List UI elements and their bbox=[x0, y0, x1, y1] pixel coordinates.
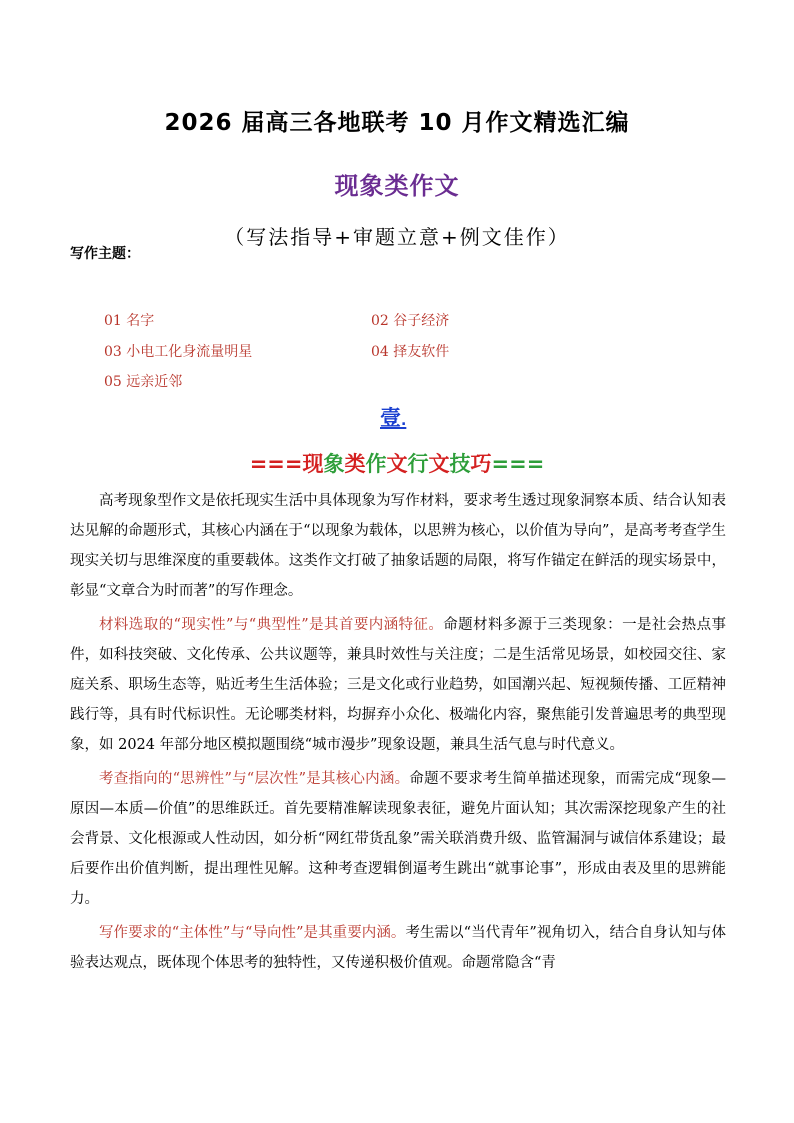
document-body bbox=[70, 486, 726, 982]
paragraph-text: 考生需以“当代青年”视角切入，结合自身认知与体验表达观点，既体现个体思考的独特性，又传递积极价值观。命题常隐含“青 bbox=[70, 925, 726, 971]
topic-item: 02 谷子经济 bbox=[371, 313, 450, 329]
topic-item: 04 择友软件 bbox=[371, 344, 450, 360]
document-title: 2026 届高三各地联考 10 月作文精选汇编 bbox=[164, 110, 630, 136]
section-title-char: === bbox=[249, 452, 303, 476]
body-paragraph bbox=[70, 918, 726, 978]
section-title-char: 技 bbox=[449, 452, 471, 476]
topics-label: 写作主题： bbox=[70, 246, 140, 262]
section-title-char: 现 bbox=[302, 452, 324, 476]
body-paragraph bbox=[70, 486, 726, 606]
section-title-char: 象 bbox=[323, 452, 345, 476]
section-title-char: 行 bbox=[407, 452, 429, 476]
topic-item: 01 名字 bbox=[104, 313, 155, 329]
section-title-char: === bbox=[491, 452, 545, 476]
document-sub-subtitle: （写法指导+审题立意+例文佳作） bbox=[224, 225, 570, 249]
section-number-text: 壹 bbox=[380, 406, 401, 430]
topic-item: 03 小电工化身流量明星 bbox=[104, 344, 253, 360]
section-title bbox=[0, 448, 794, 478]
section-number bbox=[380, 402, 406, 432]
section-title-char: 巧 bbox=[470, 452, 492, 476]
section-title-char: 文 bbox=[428, 452, 450, 476]
section-title-char: 文 bbox=[386, 452, 408, 476]
paragraph-lead: 写作要求的“主体性”与“导向性”是其重要内涵。 bbox=[99, 925, 406, 941]
paragraph-lead: 材料选取的“现实性”与“典型性”是其首要内涵特征。 bbox=[99, 617, 444, 633]
paragraph-text: 命题不要求考生简单描述现象，而需完成“现象—原因—本质—价值”的思维跃迁。首先要精准解读现象表征，避免片面认知；其次需深挖现象产生的社会背景、文化根源或人性动因，如分析“网红带货乱象”需关联消费升级、监管漏洞与诚信体系建设；最后要作出价值判断，提出理性见解。这种考查逻辑倒逼考生跳出“就事论事”，形成由表及里的思辨能力。 bbox=[70, 771, 726, 907]
section-title-char: 作 bbox=[365, 452, 387, 476]
section-number-dot: . bbox=[401, 413, 407, 429]
paragraph-lead: 考查指向的“思辨性”与“层次性”是其核心内涵。 bbox=[99, 771, 410, 787]
paragraph-text: 命题材料多源于三类现象：一是社会热点事件，如科技突破、文化传承、公共议题等，兼具时效性与关注度；二是生活常见场景，如校园交往、家庭关系、职场生态等，贴近考生生活体验；三是文化或行业趋势，如国潮兴起、短视频传播、工匠精神践行等，具有时代标识性。无论哪类材料，均摒弃小众化、极端化内容，聚焦能引发普遍思考的典型现象，如 2024 年部分地区模拟题围绕“城市漫步”现象设题，兼具生活气息与时代意义。 bbox=[70, 617, 726, 753]
body-paragraph bbox=[70, 764, 726, 914]
body-paragraph bbox=[70, 610, 726, 760]
document-subtitle: 现象类作文 bbox=[334, 172, 460, 200]
topic-item: 05 远亲近邻 bbox=[104, 374, 183, 390]
paragraph-text: 高考现象型作文是依托现实生活中具体现象为写作材料，要求考生透过现象洞察本质、结合认知表达见解的命题形式，其核心内涵在于“以现象为载体，以思辨为核心，以价值为导向”，是高考考查学生现实关切与思维深度的重要载体。这类作文打破了抽象话题的局限，将写作锚定在鲜活的现实场景中，彰显“文章合为时而著”的写作理念。 bbox=[70, 493, 726, 599]
section-title-char: 类 bbox=[344, 452, 366, 476]
